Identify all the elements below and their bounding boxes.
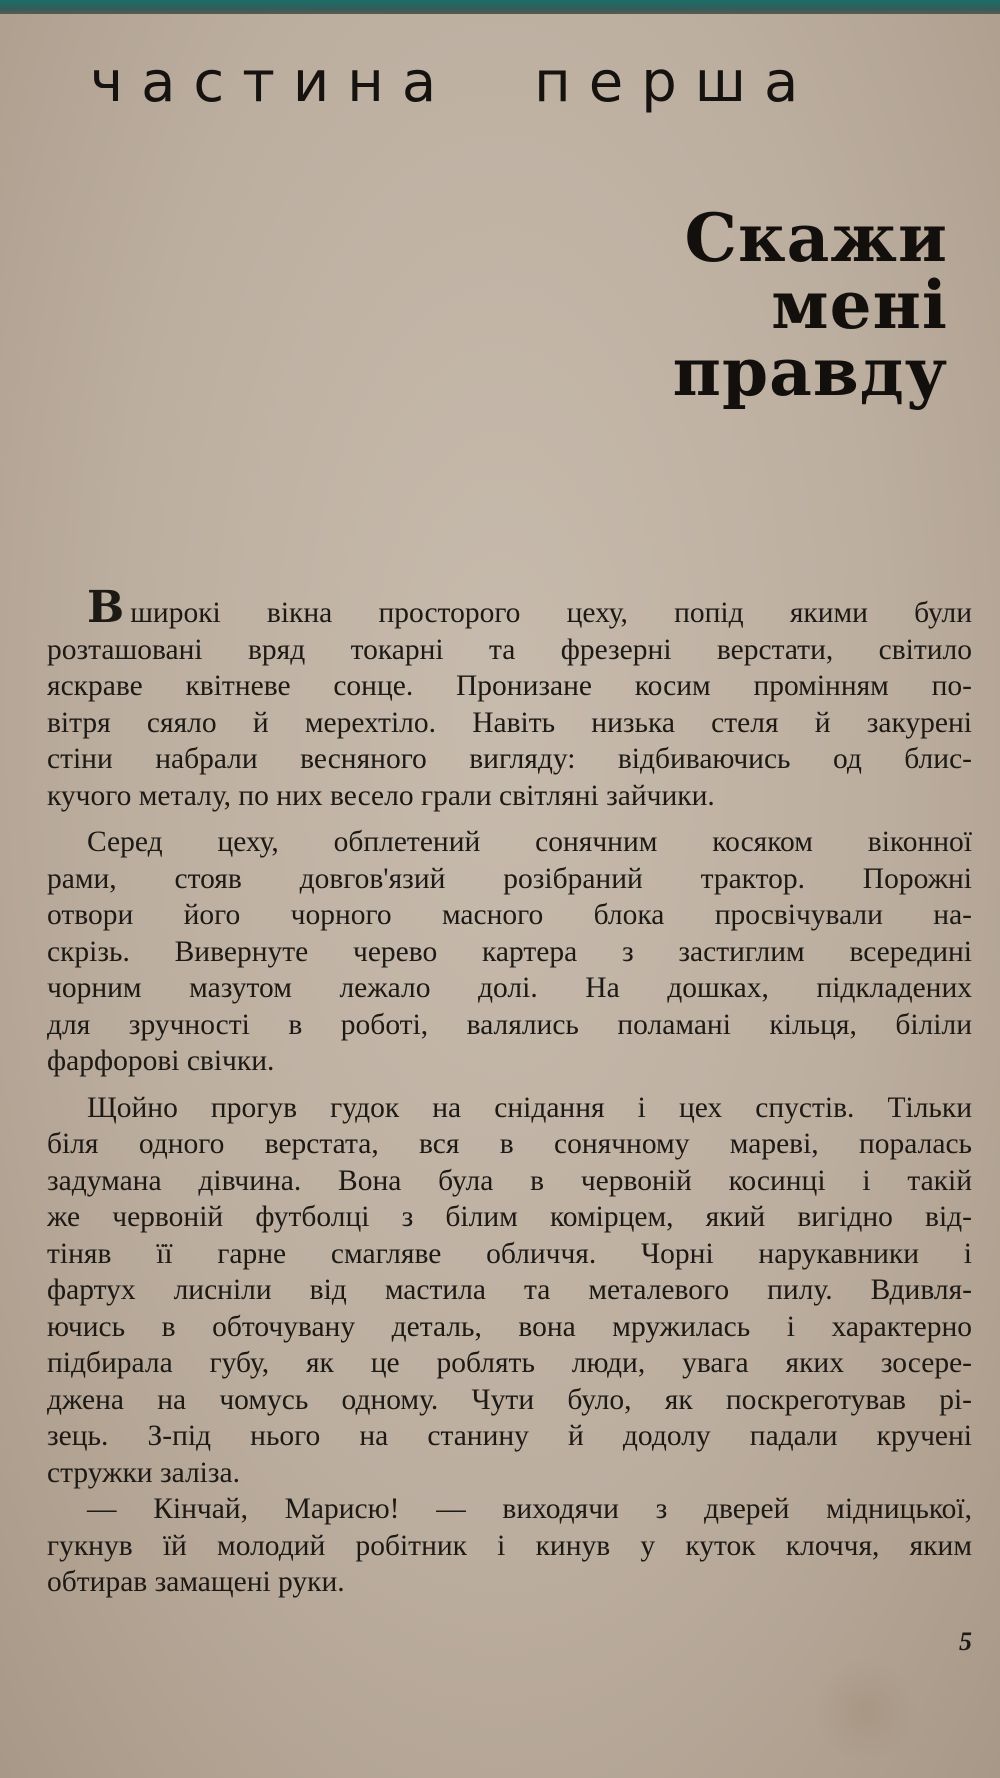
- text-line: яскраве квітневе сонце. Пронизане косим промінням по-: [47, 670, 972, 702]
- text-line: рами, стояв довгов'язий розібраний трактор. Порожні: [47, 862, 972, 895]
- paragraph: [47, 582, 972, 814]
- text-line: ючись в обточувану деталь, вона мружилась і характерно: [47, 1310, 972, 1343]
- page-number: 5: [959, 1627, 972, 1656]
- text-line: гукнув їй молодий робітник і кинув у куток клоччя, яким: [47, 1529, 972, 1562]
- text-line: скрізь. Вивернуте черево картера з застиглим всередині: [47, 935, 972, 968]
- text-line: же червоній футболці з білим комірцем, який вигідно від-: [47, 1201, 972, 1233]
- text-line: фартух лисніли від мастила та металевого пилу. Вдивля-: [47, 1274, 972, 1306]
- paragraph: [47, 824, 972, 1080]
- text-line: обтирав замащені руки.: [47, 1566, 345, 1598]
- chapter-title-line: правду: [672, 333, 948, 411]
- text-line: отвори його чорного масного блока просвічували на-: [47, 899, 972, 931]
- paragraph: [47, 1090, 972, 1492]
- text-line: підбирала губу, як це роблять люди, увага яких зосере-: [47, 1347, 972, 1379]
- chapter-title-line: мені: [771, 266, 948, 344]
- text-line: біля одного верстата, вся в сонячному мареві, поралась: [47, 1128, 972, 1160]
- text-line: фарфорові свічки.: [47, 1045, 275, 1077]
- paper-stain: [810, 1660, 920, 1760]
- body-text: [47, 582, 972, 1601]
- text-line: чорним мазутом лежало долі. На дошках, підкладених: [47, 972, 972, 1004]
- paragraph: [47, 1491, 972, 1601]
- text-line: стружки заліза.: [47, 1456, 240, 1489]
- text-line: стіни набрали весняного вигляду: відбиваючись од блис-: [47, 743, 972, 775]
- part-heading-word-1: частина: [90, 50, 455, 115]
- text-line: задумана дівчина. Вона була в червоній косинці і такій: [47, 1164, 972, 1197]
- text-line: для зручності в роботі, валялись поламані кільця, біліли: [47, 1008, 972, 1041]
- text-line: вітря сяяло й мерехтіло. Навіть низька стеля й закурені: [47, 706, 972, 739]
- text-line: тіняв її гарне смагляве обличчя. Чорні нарукавники і: [47, 1237, 972, 1270]
- chapter-title: [672, 199, 948, 411]
- cover-edge: [0, 0, 1000, 14]
- text-line: кучого металу, по них весело грали світляні зайчики.: [47, 779, 715, 812]
- part-heading: [90, 50, 950, 115]
- drop-cap: В: [87, 582, 125, 633]
- text-line: Серед цеху, обплетений сонячним косяком віконної: [87, 826, 972, 858]
- chapter-title-line: Скажи: [684, 199, 948, 277]
- text-line: Щойно прогув гудок на снідання і цех спустів. Тільки: [87, 1091, 972, 1124]
- text-line: розташовані вряд токарні та фрезерні верстати, світило: [47, 633, 972, 666]
- text-line: зець. З-під нього на станину й додолу падали кручені: [47, 1420, 972, 1452]
- text-line: — Кінчай, Марисю! — виходячи з дверей мідницької,: [87, 1493, 972, 1525]
- part-heading-word-2: перша: [534, 50, 817, 115]
- text-line: В широкі вікна просторого цеху, попід якими були: [87, 582, 972, 633]
- text-line: джена на чомусь одному. Чути було, як поскреготував рі-: [47, 1383, 972, 1416]
